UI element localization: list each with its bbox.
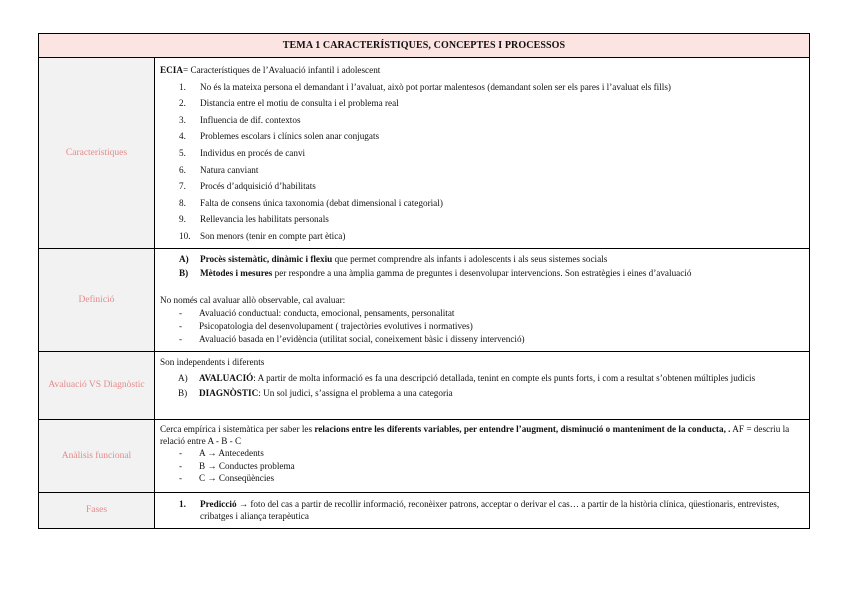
caracteristica-item: 2. Distancia entre el motiu de consulta i el problema real [179,98,399,109]
summary-table [38,33,810,529]
caracteristica-item: 9. Rellevancia les habilitats personals [179,214,329,225]
row-label-analisi-funcional: Anàlisis funcional [39,420,155,492]
avaluacio-vs-intro: Son independents i diferents [160,357,265,367]
definicio-para: No només cal avaluar allò observable, cal avaluar: [160,294,346,305]
caracteristica-item: 1. No és la mateixa persona el demandant i l’avaluat, això pot portar malentesos (demandant solen ser els pares i l’avaluat els fills) [179,81,671,92]
row-content-fases [155,493,809,528]
definicio-a: A) Procès sistemàtic, dinàmic i flexiu que permet comprendre als infants i adolescents i als seus sistemes socials [179,254,608,264]
table-title: TEMA 1 CARACTERÍSTIQUES, CONCEPTES I PROCESSOS [39,34,809,58]
row-content-analisi-funcional [155,420,809,492]
analisi-dash-list [160,447,803,485]
definicio-dash-item: - Avaluació conductual: conducta, emocional, pensaments, personalitat [179,307,455,318]
avaluacio-vs-b: B) DIAGNÒSTIC: Un sol judici, s’assigna el problema a una categoria [178,387,453,398]
ecia-intro: ECIA= Característiques de l’Avaluació infantil i adolescent [160,65,381,75]
caracteristica-item: 4. Problemes escolars i clínics solen anar conjugats [179,131,380,142]
row-content-definicio [155,249,809,351]
definicio-dash-list [160,307,803,346]
analisi-dash-item: - A → Antecedents [179,448,264,458]
caracteristiques-list [160,79,803,245]
analisi-dash-item: - B → Conductes problema [179,460,295,471]
caracteristica-item: 8. Falta de consens única taxonomia (debat dimensional i categorial) [179,197,443,208]
definicio-b: B) Mètodes i mesures per respondre a una àmplia gamma de preguntes i desenvolupar intervencions. Son estratègies i eines d’avaluació [179,268,692,279]
avaluacio-vs-a: A) AVALUACIÓ: A partir de molta informació es fa una descripció detallada, tenint en compte els punts forts, i com a resultat s’obtenen múltiples judicis [178,373,756,383]
definicio-dash-item: - Avaluació basada en l’evidència (utilitat social, coneixement bàsic i disseny intervenció) [179,333,525,344]
definicio-dash-item: - Psicopatologia del desenvolupament ( trajectòries evolutives i normatives) [179,320,473,331]
row-label-definicio: Definició [39,249,155,351]
caracteristica-item: 5. Individus en procés de canvi [179,147,306,158]
row-avaluacio-vs-diagnostic [39,352,809,420]
row-analisi-funcional [39,420,809,493]
row-content-avaluacio-vs-diagnostic [155,352,809,419]
row-fases [39,493,809,528]
analisi-paragraph: Cerca empírica i sistemàtica per saber les relacions entre les diferents variables, per entendre l’augment, disminució o manteniment de la conducta, . AF = descriu la relació entre A - B - C [160,424,790,446]
caracteristica-item: 10. Son menors (tenir en compte part ètica) [179,230,346,241]
row-label-caracteristiques: Característiques [39,58,155,248]
caracteristica-item: 6. Natura canviant [179,164,259,175]
caracteristica-item: 3. Influencia de dif. contextos [179,114,301,125]
row-caracteristiques [39,58,809,249]
fases-item-1: 1. Predicció → foto del cas a partir de recollir informació, reconèixer patrons, acceptar o derivar el cas… a partir de la història clínica, qüestionaris, entrevistes, cribatges i aliança terapèutica [179,499,780,521]
analisi-dash-item: - C → Conseqüències [179,473,275,483]
row-label-avaluacio-vs-diagnostic: Avaluació VS Diagnòstic [39,352,155,419]
caracteristica-item: 7. Procés d’adquisició d’habilitats [179,181,316,192]
row-content-caracteristiques [155,58,809,248]
row-definicio [39,249,809,352]
row-label-fases: Fases [39,493,155,528]
